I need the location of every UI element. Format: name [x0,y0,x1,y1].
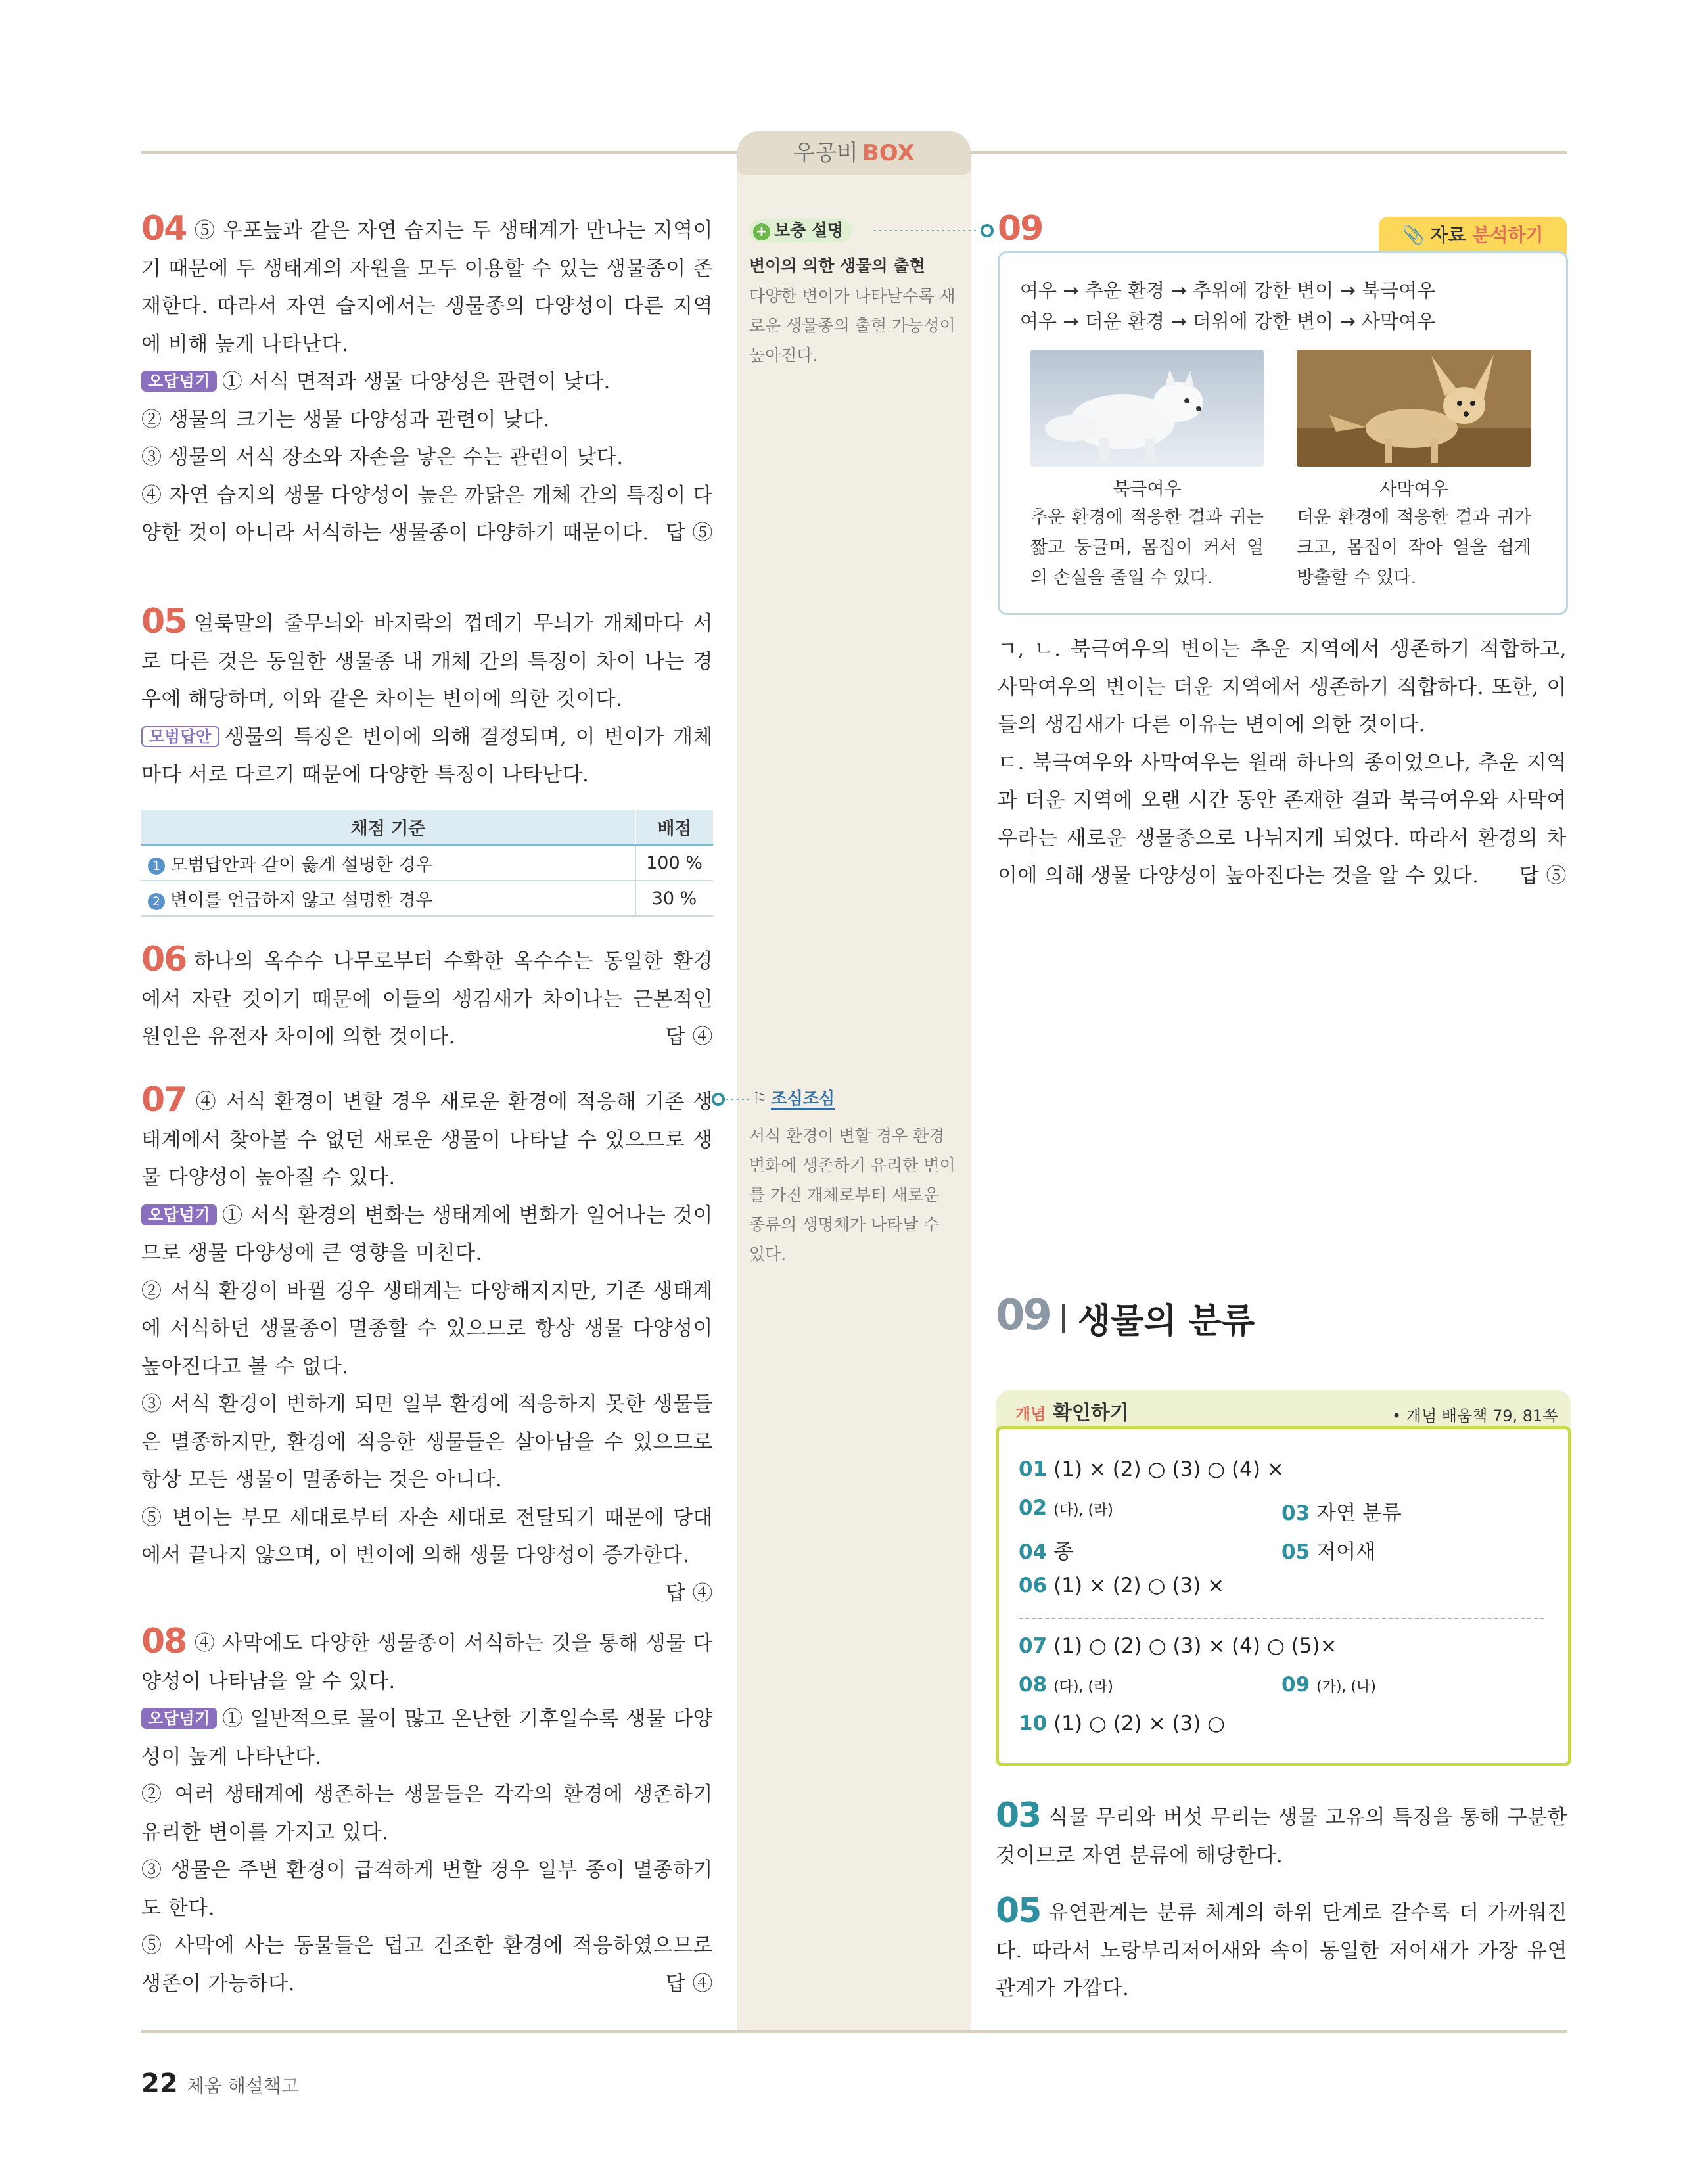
q04-opt2: ② 생물의 크기는 생물 다양성과 관련이 낮다. [141,407,550,432]
footer-trail: 고 [281,2075,299,2097]
concept-ans-08: (다), (라) [1053,1679,1113,1695]
q04-opt1: ① 서식 면적과 생물 다양성은 관련이 낮다. [221,370,611,394]
concept-num-05: 05 [1281,1540,1310,1564]
q05-number: 05 [141,602,187,641]
fennec-fox-desc: 더운 환경에 적응한 결과 귀가 크고, 몸집이 작아 열을 쉽게 방출할 수 있다. [1297,507,1531,588]
badge-text-a: 자료 [1430,224,1466,246]
clip-icon: 📎 [1402,224,1425,246]
q09-answer: 답 ⑤ [1519,864,1567,888]
e03-text: 식물 무리와 버섯 무리는 생물 고유의 특징을 통해 구분한 것이므로 자연 분류에 해당한다. [996,1806,1567,1867]
box-tab [737,131,971,175]
e03-number: 03 [996,1796,1041,1835]
q07-opt2: ② 서식 환경이 바뀔 경우 생태계는 다양해지지만, 기존 생태계에 서식하던 생물종이 멸종할 수 있으므로 항상 생물 다양성이 높아진다고 볼 수 없다. [141,1279,713,1379]
concept-num-07: 07 [1019,1634,1048,1658]
concept-row-06 [1019,1574,1224,1597]
concept-num-03: 03 [1281,1501,1310,1525]
badge-text-b: 분석하기 [1472,224,1544,246]
note2-label [752,1086,835,1109]
score-header-points: 배점 [635,810,713,845]
q04-wrong-tag: 오답넘기 [141,371,217,392]
concept-num-10: 10 [1019,1712,1048,1735]
pin-icon: ⚐ [752,1089,768,1108]
note1-label [749,219,852,242]
e05-number: 05 [996,1891,1041,1931]
concept-row-09 [1281,1673,1376,1697]
score-row1-text: 모범답안과 같이 옳게 설명한 경우 [170,854,433,875]
q08-number: 08 [141,1622,187,1661]
q07-body [141,1082,713,1613]
q04-opt3: ③ 생물의 서식 장소와 자손을 낳은 수는 관련이 낮다. [141,446,624,469]
q07-opt1: ① 서식 환경의 변화는 생태계에 변화가 일어나는 것이므로 생물 다양성에 큰 영향을 미친다. [141,1203,713,1265]
q09-text1: ㄱ, ㄴ. 북극여우의 변이는 추운 지역에서 생존하기 적합하고, 사막여우의 변이는 더운 지역에서 생존하기 적합하다. 또한, 이들의 생김새가 다른 이유는 변이에 의한 것이다. [998,637,1567,737]
number-badge-2: 2 [148,893,165,910]
concept-row-05 [1281,1535,1375,1565]
page-number: 22 [141,2069,178,2099]
note2-label-text: 조심조심 [771,1089,835,1110]
q05-text: 얼룩말의 줄무늬와 바지락의 껍데기 무늬가 개체마다 서로 다른 것은 동일한 생물종 내 개체 간의 특징이 차이 나는 경우에 해당하며, 이와 같은 차이는 변이에 의한 것이다. [141,612,713,711]
q08-text: ④ 사막에도 다양한 생물종이 서식하는 것을 통해 생물 다양성이 나타남을 알 수 있다. [141,1632,713,1693]
q08-wrong-tag: 오답넘기 [141,1708,217,1729]
concept-ans-04: 종 [1053,1540,1074,1564]
concept-num-08: 08 [1019,1673,1048,1697]
q08-opt5: ⑤ 사막에 사는 동물들은 덥고 건조한 환경에 적응하였으므로 생존이 가능하다. [141,1934,713,1996]
q07-opt5: ⑤ 변이는 부모 세대로부터 자손 세대로 전달되기 때문에 당대에서 끝나지 않으며, 이 변이에 의해 생물 다양성이 증가한다. [141,1505,713,1567]
q04-body [141,210,713,553]
q04-number: 04 [141,209,187,248]
concept-num-02: 02 [1019,1496,1048,1520]
concept-ans-02: (다), (라) [1053,1502,1113,1519]
plus-icon: + [753,223,770,240]
e03-body [996,1797,1567,1875]
concept-ans-06: (1) × (2) ○ (3) × [1053,1574,1225,1597]
concept-row-10 [1019,1712,1225,1735]
score-table [141,810,713,917]
bottom-rule [141,2030,1567,2033]
concept-row-07 [1019,1634,1337,1658]
concept-row-03 [1281,1496,1402,1526]
flow-line-1: 여우 → 추운 환경 → 추위에 강한 변이 → 북극여우 [1020,279,1436,302]
concept-ans-03: 자연 분류 [1316,1501,1402,1525]
table-row [141,845,713,881]
note1-text: 다양한 변이가 나타날수록 새로운 생물종의 출현 가능성이 높아진다. [749,286,956,365]
concept-ans-07: (1) ○ (2) ○ (3) × (4) ○ (5)× [1053,1634,1337,1658]
connector-line-q09 [874,222,998,239]
box-tab-box: BOX [862,140,915,166]
section-divider [1062,1304,1065,1333]
q06-answer: 답 ④ [665,1025,713,1049]
q09-text2: ㄷ. 북극여우와 사막여우는 원래 하나의 종이었으나, 추운 지역과 더운 지역에 오랜 시간 동안 존재한 결과 북극여우와 사막여우라는 새로운 생물종으로 나뉘지게 되었다. 따라서 환경의 차이에 의해 생물 다양성이 높아진다는 것을 알 수 있다. [998,750,1567,888]
flow-line-2: 여우 → 더운 환경 → 더위에 강한 변이 → 사막여우 [1020,310,1436,332]
score-row2-text: 변이를 언급하지 않고 설명한 경우 [170,890,433,911]
concept-ref: • 개념 배움책 79, 81쪽 [1392,1407,1558,1425]
score-header-criteria: 채점 기준 [141,810,635,845]
q06-number: 06 [141,940,187,979]
concept-row-04 [1019,1535,1073,1565]
q09-number: 09 [998,209,1043,248]
q05-model-answer: 생물의 특징은 변이에 의해 결정되며, 이 변이가 개체마다 서로 다르기 때문에 다양한 특징이 나타난다. [141,725,713,787]
arctic-fox-photo [1030,350,1264,467]
concept-check-title [1015,1396,1129,1425]
arctic-fox-desc: 추운 환경에 적응한 결과 귀는 짧고 둥글며, 몸집이 커서 열의 손실을 줄일 수 있다. [1030,507,1264,588]
concept-row-08 [1019,1673,1113,1697]
q08-answer: 답 ④ [665,1971,713,1996]
q08-opt3: ③ 생물은 주변 환경이 급격하게 변할 경우 일부 종이 멸종하기도 한다. [141,1858,713,1920]
q05-model-tag: 모범답안 [141,726,219,747]
arctic-fox-name: 북극여우 [1113,479,1182,499]
data-analysis-badge [1379,217,1567,254]
q09-explanation [998,631,1567,896]
section-title: 생물의 분류 [1078,1302,1255,1341]
note1-label-text: 보충 설명 [774,221,844,240]
concept-num-06: 06 [1019,1574,1048,1597]
connector-dot-q07 [710,1091,749,1108]
q07-number: 07 [141,1080,187,1120]
score-row1 [141,845,635,881]
q07-opt3: ③ 서식 환경이 변하게 되면 일부 환경에 적응하지 못한 생물들은 멸종하지만, 환경에 적응한 생물들은 살아남을 수 있으므로 항상 모든 생물이 멸종하는 것은 아니다. [141,1392,713,1492]
book-title: 체움 해설책 [186,2075,281,2097]
concept-ans-10: (1) ○ (2) × (3) ○ [1053,1712,1226,1735]
q04-answer: 답 ⑤ [665,521,713,545]
q07-answer: 답 ④ [665,1581,713,1605]
concept-dashed-divider [1019,1618,1544,1619]
e05-text: 유연관계는 분류 체계의 하위 단계로 갈수록 더 가까워진다. 따라서 노랑부리저어새와 속이 동일한 저어새가 가장 유연관계가 가깝다. [996,1901,1567,2000]
score-row2-points: 30 % [635,881,713,916]
q07-text: ④ 서식 환경이 변할 경우 새로운 환경에 적응해 기존 생태계에서 찾아볼 수 없던 새로운 생물이 나타날 수 있으므로 생물 다양성이 높아질 수 있다. [141,1090,713,1189]
q08-opt1: ① 일반적으로 물이 많고 온난한 기후일수록 생물 다양성이 높게 나타난다. [141,1707,713,1769]
concept-num-04: 04 [1019,1540,1048,1564]
table-row [141,881,713,916]
fennec-fox-photo [1297,350,1531,467]
q04-text: ⑤ 우포늪과 같은 자연 습지는 두 생태계가 만나는 지역이기 때문에 두 생태계의 자원을 모두 이용할 수 있는 생물종이 존재한다. 따라서 자연 습지에서는 생물종의 다양성이 다른 지역에 비해 높게 나타난다. [141,219,713,356]
concept-ans-05: 저어새 [1316,1540,1375,1564]
q07-wrong-tag: 오답넘기 [141,1204,217,1225]
note2-text: 서식 환경이 변할 경우 환경 변화에 생존하기 유리한 변이를 가진 개체로부터 새로운 종류의 생명체가 나타날 수 있다. [749,1126,956,1264]
footer [141,2069,299,2099]
concept-ans-01: (1) × (2) ○ (3) ○ (4) × [1053,1457,1284,1481]
q06-body [141,941,713,1057]
note1-title: 변이의 의한 생물의 출현 [749,256,925,275]
section-number: 09 [996,1291,1051,1340]
concept-row-02 [1019,1496,1113,1520]
q04-opt4: ④ 자연 습지의 생물 다양성이 높은 까닭은 개체 간의 특징이 다양한 것이 아니라 서식하는 생물종이 다양하기 때문이다. [141,483,713,545]
concept-head-a: 개념 [1015,1405,1046,1423]
box-tab-prefix: 우공비 [793,140,858,166]
q05-body [141,603,713,794]
score-row2 [141,881,635,916]
number-badge-1: 1 [148,858,165,875]
score-row1-points: 100 % [635,845,713,881]
concept-ans-09: (가), (나) [1316,1679,1376,1695]
q08-body [141,1623,713,2003]
e05-body [996,1892,1567,2008]
q06-text: 하나의 옥수수 나무로부터 수확한 옥수수는 동일한 환경에서 자란 것이기 때문에 이들의 생김새가 차이나는 근본적인 원인은 유전자 차이에 의한 것이다. [141,949,713,1049]
fennec-fox-name: 사막여우 [1379,479,1448,499]
concept-head-b: 확인하기 [1052,1402,1129,1425]
concept-num-01: 01 [1019,1457,1048,1481]
q08-opt2: ② 여러 생태계에 생존하는 생물들은 각각의 환경에 생존하기 유리한 변이를 가지고 있다. [141,1783,713,1844]
concept-num-09: 09 [1281,1673,1310,1697]
concept-row-01 [1019,1457,1284,1481]
